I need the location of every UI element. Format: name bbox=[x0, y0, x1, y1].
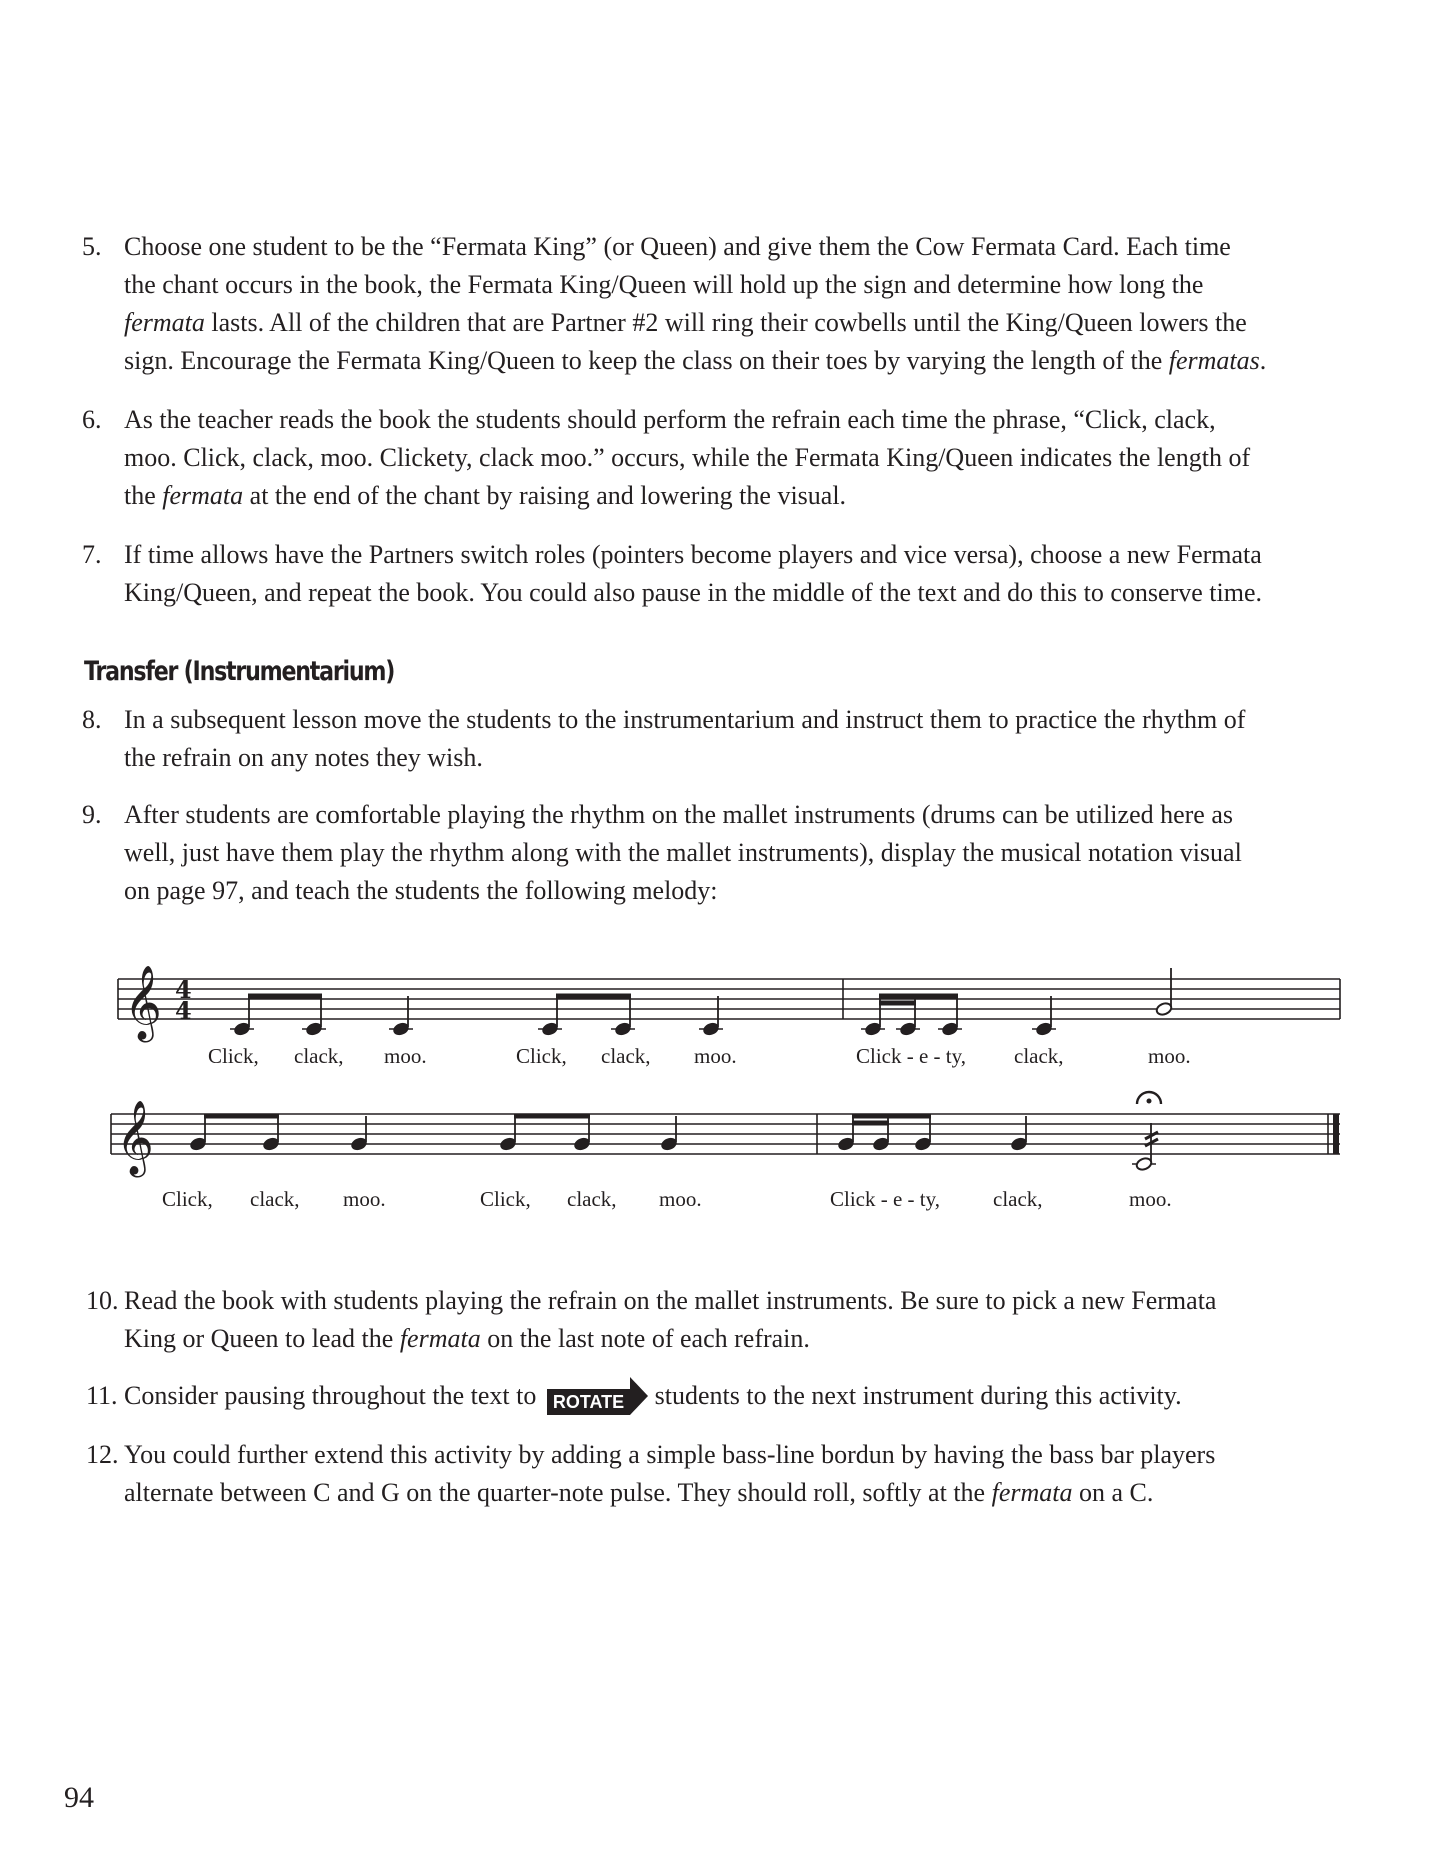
step-line: If time allows have the Partners switch roles (pointers become players and vice versa), choose a new Fermata bbox=[124, 540, 1262, 569]
lyric-syllable: clack, bbox=[250, 1187, 300, 1211]
step-number: 5. bbox=[82, 232, 102, 261]
step-11 bbox=[82, 1377, 1372, 1415]
lyric-syllable: Click - e - ty, bbox=[830, 1187, 941, 1211]
lyric-syllable: Click, bbox=[480, 1187, 531, 1211]
lyric-syllable: moo. bbox=[1148, 1044, 1191, 1068]
step-line: lasts. All of the children that are Partner #2 will ring their cowbells until the King/Queen lowers the bbox=[204, 308, 1247, 337]
time-signature-bottom: 4 bbox=[175, 996, 192, 1025]
lyric-syllable: clack, bbox=[601, 1044, 651, 1068]
treble-clef-icon: 𝄞 bbox=[124, 966, 162, 1040]
note-beam bbox=[514, 1114, 590, 1119]
note-beam bbox=[879, 994, 958, 999]
step-line: at the end of the chant by raising and lowering the visual. bbox=[243, 481, 847, 510]
step-6 bbox=[82, 401, 1372, 515]
arrow-right-icon bbox=[630, 1377, 648, 1415]
music-notation bbox=[0, 940, 1445, 1240]
treble-clef-icon: 𝄞 bbox=[116, 1101, 154, 1175]
staff-line-1 bbox=[118, 966, 1340, 1043]
lyric-syllable: Click, bbox=[516, 1044, 567, 1068]
note-beam bbox=[204, 1114, 279, 1119]
step-line: well, just have them play the rhythm along with the mallet instruments), display the musical notation visual bbox=[124, 838, 1242, 867]
lyric-syllable: moo. bbox=[384, 1044, 427, 1068]
step-line: Consider pausing throughout the text to bbox=[124, 1381, 537, 1410]
step-number: 10. bbox=[86, 1286, 119, 1315]
step-line: Choose one student to be the “Fermata King” (or Queen) and give them the Cow Fermata Card. Each time bbox=[124, 232, 1231, 261]
rotate-badge bbox=[547, 1381, 630, 1411]
step-number: 9. bbox=[82, 800, 102, 829]
lyric-syllable: clack, bbox=[567, 1187, 617, 1211]
step-line: on the last note of each refrain. bbox=[480, 1324, 810, 1353]
step-line: alternate between C and G on the quarter-note pulse. They should roll, softly at the bbox=[124, 1478, 992, 1507]
lyric-syllable: clack, bbox=[1014, 1044, 1064, 1068]
punctuation: . bbox=[1259, 346, 1267, 375]
lyric-syllable: Click, bbox=[162, 1187, 213, 1211]
lyrics-line-1 bbox=[208, 1044, 1191, 1068]
lyric-syllable: Click - e - ty, bbox=[856, 1044, 967, 1068]
step-number: 8. bbox=[82, 705, 102, 734]
step-8 bbox=[82, 701, 1372, 777]
page-number: 94 bbox=[64, 1781, 94, 1814]
lyric-syllable: clack, bbox=[294, 1044, 344, 1068]
step-7 bbox=[82, 536, 1372, 612]
step-line: students to the next instrument during this activity. bbox=[654, 1381, 1182, 1410]
step-line: the bbox=[124, 481, 163, 510]
step-line: King or Queen to lead the bbox=[124, 1324, 400, 1353]
note-beam bbox=[879, 1001, 916, 1006]
lyric-syllable: Click, bbox=[208, 1044, 259, 1068]
term-fermatas: fermatas bbox=[1168, 346, 1260, 375]
step-line: In a subsequent lesson move the students to the instrumentarium and instruct them to practice the rhythm of bbox=[124, 705, 1246, 734]
note-beam bbox=[556, 994, 631, 999]
term-fermata: fermata bbox=[124, 308, 205, 337]
step-line: King/Queen, and repeat the book. You could also pause in the middle of the text and do this to conserve time. bbox=[124, 578, 1262, 607]
lyrics-line-2 bbox=[162, 1187, 1172, 1211]
step-number: 11. bbox=[86, 1381, 118, 1410]
lyric-syllable: moo. bbox=[659, 1187, 702, 1211]
step-12 bbox=[82, 1436, 1372, 1512]
term-fermata: fermata bbox=[991, 1478, 1073, 1507]
step-number: 7. bbox=[82, 540, 102, 569]
note-beam bbox=[248, 994, 322, 999]
step-number: 12. bbox=[86, 1440, 119, 1469]
fermata-dot bbox=[1147, 1099, 1152, 1104]
step-line: As the teacher reads the book the students should perform the refrain each time the phrase, “Click, clack, bbox=[124, 405, 1216, 434]
term-fermata: fermata bbox=[399, 1324, 481, 1353]
final-barline-thick bbox=[1333, 1114, 1339, 1154]
note-beam bbox=[852, 1114, 931, 1119]
step-line: sign. Encourage the Fermata King/Queen to keep the class on their toes by varying the length of the bbox=[124, 346, 1169, 375]
step-line: the refrain on any notes they wish. bbox=[124, 743, 483, 772]
lyric-syllable: moo. bbox=[343, 1187, 386, 1211]
step-line: You could further extend this activity by adding a simple bass-line bordun by having the bass bar players bbox=[124, 1440, 1216, 1469]
lyric-syllable: moo. bbox=[1129, 1187, 1172, 1211]
term-fermata: fermata bbox=[162, 481, 244, 510]
step-9 bbox=[82, 796, 1372, 910]
rotate-label: ROTATE bbox=[547, 1389, 630, 1415]
lyric-syllable: moo. bbox=[694, 1044, 737, 1068]
step-line: Read the book with students playing the refrain on the mallet instruments. Be sure to pick a new Fermata bbox=[124, 1286, 1217, 1315]
step-line: on a C. bbox=[1072, 1478, 1154, 1507]
step-line: the chant occurs in the book, the Fermata King/Queen will hold up the sign and determine how long the bbox=[124, 270, 1204, 299]
step-number: 6. bbox=[82, 405, 102, 434]
step-5 bbox=[82, 228, 1372, 380]
step-10 bbox=[82, 1282, 1372, 1358]
step-line: on page 97, and teach the students the following melody: bbox=[124, 876, 718, 905]
time-signature-top: 4 bbox=[175, 975, 192, 1004]
lyric-syllable: clack, bbox=[993, 1187, 1043, 1211]
step-line: moo. Click, clack, moo. Clickety, clack moo.” occurs, while the Fermata King/Queen indicates the length of bbox=[124, 443, 1251, 472]
note-beam bbox=[852, 1121, 889, 1126]
section-heading: Transfer (Instrumentarium) bbox=[84, 656, 395, 687]
step-line: After students are comfortable playing the rhythm on the mallet instruments (drums can be utilized here as bbox=[124, 800, 1233, 829]
